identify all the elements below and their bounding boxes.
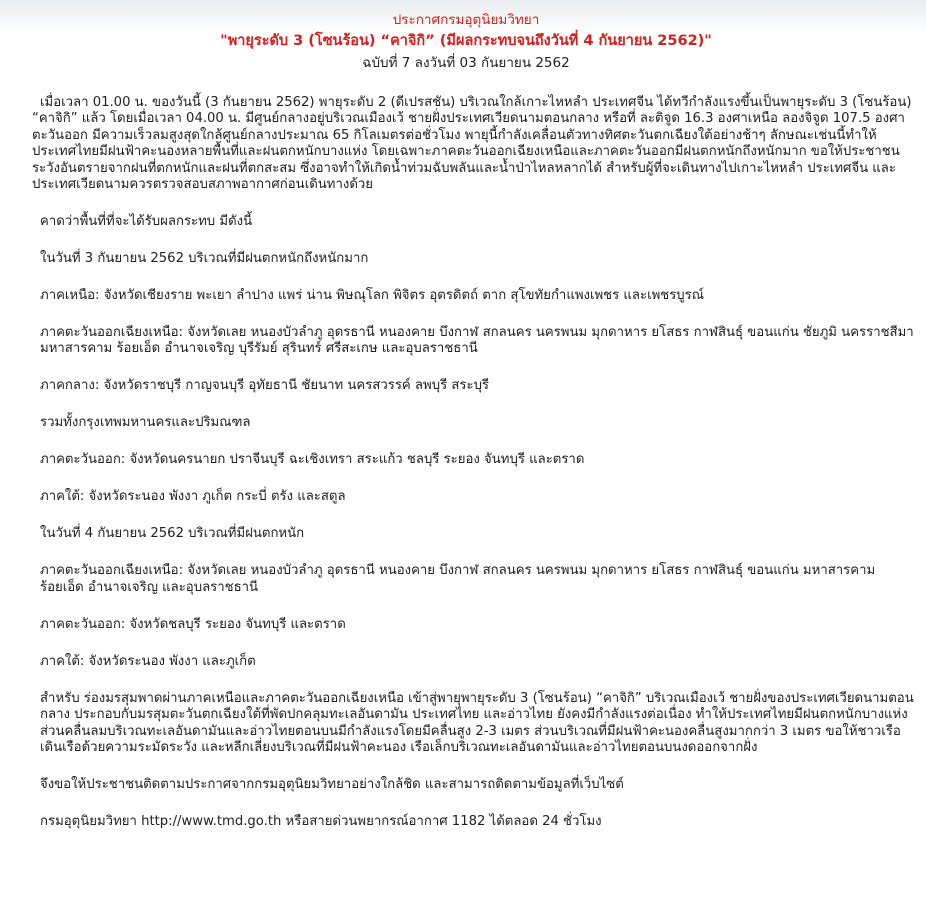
- day1-east-region: ภาคตะวันออก: จังหวัดนครนายก ปราจีนบุรี ฉะเชิงเทรา สระแก้ว ชลบุรี ระยอง จันทบุรี และตราด: [40, 452, 585, 468]
- announcement-title: "พายุระดับ 3 (โซนร้อน) “คาจิกิ” (มีผลกระทบจนถึงวันที่ 4 กันยายน 2562)": [220, 33, 712, 49]
- day2-northeast-region: ภาคตะวันออกเฉียงเหนือ: จังหวัดเลย หนองบัวลำภู อุดรธานี หนองคาย บึงกาฬ สกลนคร นครพนม มุกดาหาร ยโสธร กาฬสินธุ์ ขอนแก่น มหาสารคาม ร้อยเอ็ด อำนาจเจริญ และอุบลราชธานี: [40, 563, 876, 595]
- day1-heading: ในวันที่ 3 กันยายน 2562 บริเวณที่มีฝนตกหนักถึงหนักมาก: [40, 251, 369, 267]
- agency-title: ประกาศกรมอุตุนิยมวิทยา: [392, 12, 540, 28]
- day1-central-region: ภาคกลาง: จังหวัดราชบุรี กาญจนบุรี อุทัยธานี ชัยนาท นครสวรรค์ ลพบุรี สระบุรี: [40, 378, 490, 394]
- day2-south-region: ภาคใต้: จังหวัดระนอง พังงา และภูเก็ต: [40, 653, 256, 669]
- monsoon-paragraph: สำหรับ ร่องมรสุมพาดผ่านภาคเหนือและภาคตะวันออกเฉียงเหนือ เข้าสู่พายุพายุระดับ 3 (โซนร้อน) “คาจิกิ” บริเวณเมืองเว้ ชายฝั่งของประเทศเวียดนามตอนกลาง ประกอบกับมรสุมตะวันตกเฉียงใต้ที่พัดปกคลุมทะเลอันดามัน ประเทศไทย และอ่าวไทย ยังคงมีกำลังแรงต่อเนื่อง ทำให้ประเทศไทยมีฝนตกหนักบางแห่ง ส่วนคลื่นลมบริเวณทะเลอันดามันและอ่าวไทยตอนบนมีกำลังแรงโดยมีคลื่นสูง 2-3 เมตร ส่วนบริเวณที่มีฝนฟ้าคะนองคลื่นสูงมากกว่า 3 เมตร ขอให้ชาวเรือเดินเรือด้วยความระมัดระวัง และหลีกเลี่ยงบริเวณที่มีฝนฟ้าคะนอง เรือเล็กบริเวณทะเลอันดามันและอ่าวไทยตอนบนงดออกจากฝั่ง: [40, 690, 914, 756]
- expected-areas-intro: คาดว่าพื้นที่ที่จะได้รับผลกระทบ มีดังนี้: [40, 214, 253, 230]
- announcement-header: [16, 10, 916, 73]
- day1-south-region: ภาคใต้: จังหวัดระนอง พังงา ภูเก็ต กระบี่ ตรัง และสตูล: [40, 489, 346, 505]
- day2-east-region: ภาคตะวันออก: จังหวัดชลบุรี ระยอง จันทบุรี และตราด: [40, 616, 346, 632]
- follow-notice: จึงขอให้ประชาชนติดตามประกาศจากกรมอุตุนิยมวิทยาอย่างใกล้ชิด และสามารถติดตามข้อมูลที่เว็บไซต์: [40, 777, 624, 793]
- day1-northeast-region: ภาคตะวันออกเฉียงเหนือ: จังหวัดเลย หนองบัวลำภู อุดรธานี หนองคาย บึงกาฬ สกลนคร นครพนม มุกดาหาร ยโสธร กาฬสินธุ์ ขอนแก่น ชัยภูมิ นครราชสีมา มหาสารคาม ร้อยเอ็ด อำนาจเจริญ บุรีรัมย์ สุรินทร์ ศรีสะเกษ และอุบลราชธานี: [40, 325, 914, 357]
- day1-north-region: ภาคเหนือ: จังหวัดเชียงราย พะเยา ลำปาง แพร่ น่าน พิษณุโลก พิจิตร อุตรดิตถ์ ตาก สุโขทัยกำแพงเพชร และเพชรบูรณ์: [40, 288, 704, 304]
- day1-bangkok-region: รวมทั้งกรุงเทพมหานครและปริมณฑล: [40, 415, 251, 431]
- lead-paragraph: เมื่อเวลา 01.00 น. ของวันนี้ (3 กันยายน 2562) พายุระดับ 2 (ดีเปรสชัน) บริเวณใกล้เกาะไหหลำ ประเทศจีน ได้ทวีกำลังแรงขึ้นเป็นพายุระดับ 3 (โซนร้อน) “คาจิกิ” แล้ว โดยเมื่อเวลา 04.00 น. มีศูนย์กลางอยู่บริเวณเมืองเว้ ชายฝั่งประเทศเวียดนามตอนกลาง หรือที่ ละติจูด 16.3 องศาเหนือ ลองจิจูด 107.5 องศาตะวันออก มีความเร็วลมสูงสุดใกล้ศูนย์กลางประมาณ 65 กิโลเมตรต่อชั่วโมง พายุนี้กำลังเคลื่อนตัวทางทิศตะวันตกเฉียงใต้อย่างช้าๆ ลักษณะเช่นนี้ทำให้ประเทศไทยมีฝนฟ้าคะนองหลายพื้นที่และฝนตกหนักบางแห่ง โดยเฉพาะภาคตะวันออกเฉียงเหนือและภาคตะวันออกมีฝนตกหนักถึงหนักมาก ขอให้ประชาชนระวังอันตรายจากฝนที่ตกหนักและฝนที่ตกสะสม ซึ่งอาจทำให้เกิดน้ำท่วมฉับพลันและน้ำป่าไหลหลากได้ สำหรับผู้ที่จะเดินทางไปเกาะไหหลำ ประเทศจีน และประเทศเวียดนามควรตรวจสอบสภาพอากาศก่อนเดินทางด้วย: [32, 95, 912, 193]
- contact-footer: กรมอุตุนิยมวิทยา http://www.tmd.go.th หรือสายด่วนพยากรณ์อากาศ 1182 ได้ตลอด 24 ชั่วโมง: [40, 814, 602, 830]
- issue-line: ฉบับที่ 7 ลงวันที่ 03 กันยายน 2562: [362, 55, 570, 71]
- day2-heading: ในวันที่ 4 กันยายน 2562 บริเวณที่มีฝนตกหนัก: [40, 526, 305, 542]
